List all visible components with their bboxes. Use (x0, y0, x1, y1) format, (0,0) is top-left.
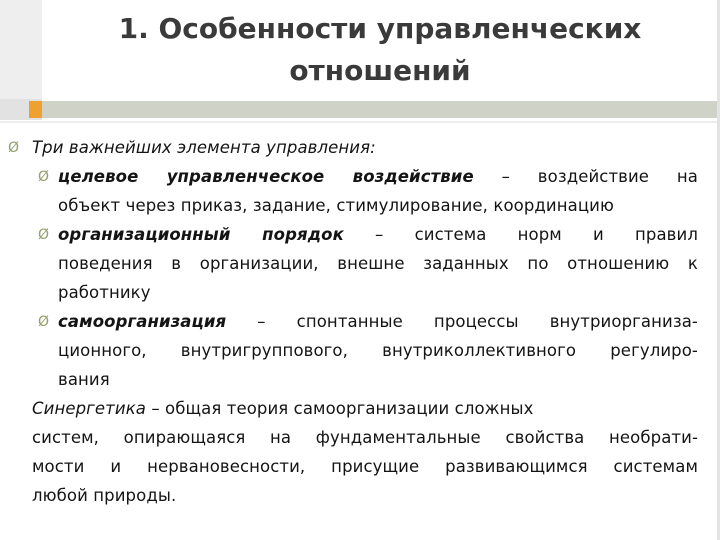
synergetics-line-4: любой природы. (32, 486, 177, 505)
title-line-1: 1. Особенности управленческих (118, 12, 642, 45)
item-3-term: самоорганизация (58, 312, 227, 331)
item-1-line-1 (58, 162, 698, 191)
synergetics-line-3: мости и нервановесности, присущие развивающимся системам (32, 457, 698, 476)
item-2-line-1 (58, 220, 698, 249)
item-3-line-1 (58, 307, 698, 336)
slide-content (0, 128, 720, 528)
item-3-line-3: вания (58, 370, 110, 389)
item-3-dash: – (257, 312, 266, 331)
title-divider-bar (42, 101, 720, 118)
item-2-dash: – (375, 225, 384, 244)
left-band (0, 0, 42, 100)
divider-rule (0, 121, 720, 123)
item-3-text: спонтанные процессы внутриорганиза- (296, 312, 698, 331)
bullet-arrow-icon: Ø (38, 169, 50, 185)
item-1-line-2: объект через приказ, задание, стимулирование, координацию (58, 196, 614, 215)
item-1-dash: – (501, 167, 510, 186)
item-2-term: организационный порядок (58, 225, 344, 244)
item-3-line-2: ционного, внутригруппового, внутриколлективного регулиро- (58, 341, 698, 360)
slide-title (60, 8, 700, 92)
synergetics-line-1 (32, 394, 698, 423)
item-2-line-2: поведения в организации, внешне заданных по отношению к (58, 254, 698, 273)
synergetics-term: Синергетика (32, 399, 146, 418)
bullet-arrow-icon: Ø (38, 314, 50, 330)
intro-text: Три важнейших элемента управления: (32, 138, 376, 157)
bullet-arrow-icon: Ø (38, 227, 50, 243)
synergetics-text: – общая теория самоорганизации сложных (151, 399, 534, 418)
item-1-text: воздействие на (537, 167, 698, 186)
orange-accent-square (29, 101, 42, 118)
item-1-term: целевое управленческое воздействие (58, 167, 474, 186)
item-2-text: система норм и правил (414, 225, 698, 244)
item-2-line-3: работнику (58, 283, 151, 302)
bullet-arrow-icon: Ø (8, 140, 20, 156)
synergetics-line-2: систем, опирающаяся на фундаментальные свойства необрати- (32, 428, 698, 447)
title-line-2: отношений (289, 54, 471, 87)
